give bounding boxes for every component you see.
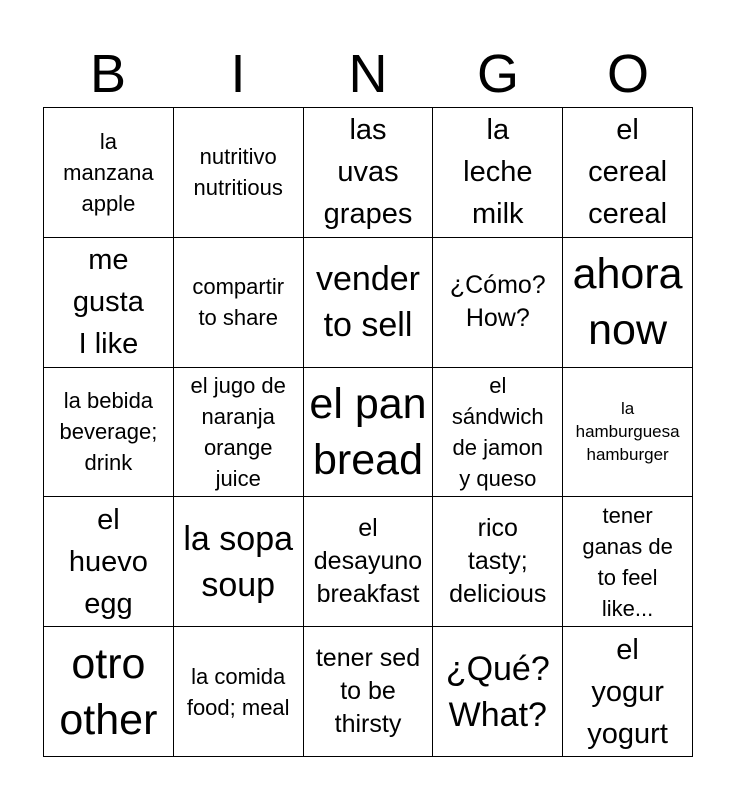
cell-text-line: yogur [591,675,664,708]
bingo-cell[interactable] [304,368,434,498]
cell-text-line: How? [465,304,530,333]
bingo-cell[interactable] [563,238,693,368]
cell-text-line: delicious [449,580,547,609]
bingo-cell[interactable] [304,627,434,757]
cell-text-line: el pan [309,379,427,428]
cell-text-line: el [489,372,507,398]
cell-text-line: drink [84,450,133,476]
bingo-cell[interactable] [174,108,304,238]
header-letter-g: G [476,44,519,104]
cell-text-line: las [349,114,387,147]
cell-text-line: vender [316,260,420,299]
cell-text-line: me [88,244,129,277]
bingo-cell[interactable] [44,497,174,627]
cell-text-line: ¿Cómo? [449,271,546,300]
bingo-cell[interactable] [174,627,304,757]
cell-text-line: other [59,695,158,744]
cell-text-line: la [620,399,635,419]
cell-text-line: like... [601,595,654,621]
bingo-cell[interactable] [174,497,304,627]
cell-text-line: manzana [63,159,154,185]
cell-text-line: to sell [323,306,413,345]
cell-text-line: nutritious [193,175,283,201]
bingo-cell[interactable] [44,627,174,757]
bingo-cell[interactable] [44,108,174,238]
cell-text-line: egg [84,587,133,620]
cell-text-line: thirsty [334,710,402,739]
cell-text-line: el [358,514,378,543]
header-letter-i: I [230,44,246,104]
cell-text-line: nutritivo [199,144,277,170]
cell-text-line: to share [198,305,278,331]
cell-text-line: el [616,633,639,666]
cell-text-line: el jugo de [190,372,286,398]
bingo-cell[interactable] [433,497,563,627]
header-letter-n: N [348,44,388,104]
cell-text-line: huevo [68,545,148,578]
cell-text-line: gusta [72,286,144,319]
bingo-cell[interactable] [304,497,434,627]
cell-text-line: y queso [459,465,537,491]
cell-text-line: bread [313,435,423,484]
cell-text-line: la comida [191,663,286,689]
cell-text-line: soup [201,565,276,604]
cell-text-line: juice [215,465,261,491]
cell-text-line: milk [472,198,524,231]
bingo-cell[interactable] [44,368,174,498]
bingo-cell[interactable] [433,238,563,368]
cell-text-line: la [99,128,117,154]
cell-text-line: cereal [588,156,668,189]
cell-text-line: grapes [323,198,413,231]
bingo-cell[interactable] [433,108,563,238]
cell-text-line: la sopa [183,519,294,558]
cell-text-line: tener [602,502,653,528]
cell-text-line: breakfast [316,580,420,609]
cell-text-line: to be [340,677,396,706]
cell-text-line: uvas [337,156,399,189]
bingo-cell[interactable] [44,238,174,368]
cell-text-line: hamburger [586,445,669,465]
cell-text-line: el [616,114,639,147]
cell-text-line: to feel [597,564,658,590]
bingo-header [43,40,693,108]
bingo-cell[interactable] [433,368,563,498]
cell-text-line: naranja [201,403,275,429]
cell-text-line: ahora [572,250,683,299]
bingo-cell[interactable] [563,497,693,627]
cell-text-line: leche [463,156,533,189]
cell-text-line: otro [71,639,146,688]
cell-text-line: la bebida [63,388,154,414]
header-letter-b: B [89,44,127,104]
bingo-cell[interactable] [174,368,304,498]
cell-text-line: hamburguesa [575,422,680,442]
bingo-cell[interactable] [433,627,563,757]
bingo-cell[interactable] [563,368,693,498]
bingo-cell[interactable] [304,108,434,238]
cell-text-line: yogurt [587,717,668,750]
cell-text-line: orange [203,434,273,460]
cell-text-line: What? [448,695,547,734]
cell-text-line: ¿Qué? [445,649,550,688]
cell-text-line: food; meal [186,694,290,720]
cell-text-line: ganas de [582,533,673,559]
cell-text-line: desayuno [313,547,423,576]
cell-text-line: compartir [192,274,285,300]
cell-text-line: now [588,306,668,355]
cell-text-line: el [97,503,120,536]
cell-text-line: apple [81,190,136,216]
bingo-board [43,107,693,757]
bingo-cell[interactable] [563,108,693,238]
cell-text-line: cereal [588,198,668,231]
cell-text-line: tener sed [315,644,421,673]
cell-text-line: sándwich [451,403,544,429]
cell-text-line: rico [477,514,518,543]
cell-text-line: beverage; [59,419,158,445]
cell-text-line: de jamon [452,434,544,460]
bingo-cell[interactable] [563,627,693,757]
bingo-cell[interactable] [174,238,304,368]
header-letter-o: O [606,44,649,104]
bingo-cell[interactable] [304,238,434,368]
cell-text-line: I like [78,328,139,361]
cell-text-line: la [486,114,510,147]
cell-text-line: tasty; [467,547,528,576]
